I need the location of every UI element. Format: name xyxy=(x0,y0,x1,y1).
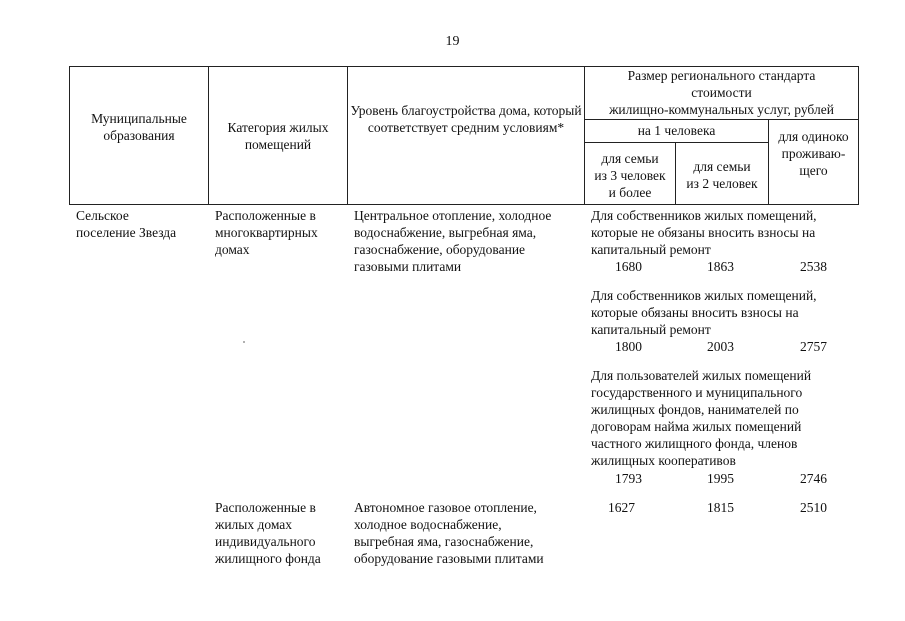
group2-desc-l2: которые обязаны вносить взносы на xyxy=(591,305,799,320)
group3-desc-l1: Для пользователей жилых помещений xyxy=(591,368,812,383)
group1-value-family2: 1863 xyxy=(707,259,734,274)
header-family3-l2: из 3 человек xyxy=(594,168,666,183)
row2-value-single: 2510 xyxy=(800,500,827,515)
header-standard-line3: жилищно-коммунальных услуг, рублей xyxy=(609,102,834,117)
group2-desc-l1: Для собственников жилых помещений, xyxy=(591,288,817,303)
comfort2-l1: Автономное газовое отопление, xyxy=(354,500,537,515)
group1-desc-l2: которые не обязаны вносить взносы на xyxy=(591,225,816,240)
header-comfort-level: Уровень благоустройства дома, который соответствует средним условиям* xyxy=(350,103,582,135)
header-family2-l1: для семьи xyxy=(693,159,751,174)
group3-value-family2: 1995 xyxy=(707,471,734,486)
municipality-name-l1: Сельское xyxy=(76,208,129,223)
row2-value-family2: 1815 xyxy=(707,500,734,515)
comfort-l2: водоснабжение, выгребная яма, xyxy=(354,225,537,240)
group3-value-family3: 1793 xyxy=(615,471,642,486)
category2-l3: индивидуального xyxy=(215,534,316,549)
group1-desc-l3: капитальный ремонт xyxy=(591,242,711,257)
header-per-person: на 1 человека xyxy=(637,123,716,138)
header-standard-line1: Размер регионального стандарта xyxy=(627,68,816,83)
group2-desc-l3: капитальный ремонт xyxy=(591,322,711,337)
header-standard-line2: стоимости xyxy=(691,85,752,100)
category2-l2: жилых домах xyxy=(215,517,293,532)
header-family2-l2: из 2 человек xyxy=(686,176,758,191)
group1-desc-l1: Для собственников жилых помещений, xyxy=(591,208,817,223)
category-l3: домах xyxy=(215,242,250,257)
header-single-l2: проживаю- xyxy=(781,146,846,161)
category2-l1: Расположенные в xyxy=(215,500,316,515)
comfort-l4: газовыми плитами xyxy=(354,259,462,274)
header-category: Категория жилых помещений xyxy=(227,120,329,152)
group1-value-family3: 1680 xyxy=(615,259,642,274)
comfort2-l2: холодное водоснабжение, xyxy=(354,517,502,532)
comfort2-l4: оборудование газовыми плитами xyxy=(354,551,544,566)
comfort-l3: газоснабжение, оборудование xyxy=(354,242,526,257)
group2-value-family3: 1800 xyxy=(615,339,642,354)
comfort-l1: Центральное отопление, холодное xyxy=(354,208,552,223)
group1-value-single: 2538 xyxy=(800,259,827,274)
group3-desc-l3: жилищных фондов, нанимателей по xyxy=(591,402,799,417)
header-family3-l1: для семьи xyxy=(601,151,659,166)
group3-desc-l5: частного жилищного фонда, членов xyxy=(591,436,798,451)
municipality-name-l2: поселение Звезда xyxy=(76,225,177,240)
comfort2-l3: выгребная яма, газоснабжение, xyxy=(354,534,534,549)
category-l2: многоквартирных xyxy=(215,225,318,240)
group3-desc-l6: жилищных кооперативов xyxy=(591,453,736,468)
page-number: 19 xyxy=(445,34,460,49)
header-single-l3: щего xyxy=(799,163,828,178)
header-family3-l3: и более xyxy=(608,185,652,200)
group3-value-single: 2746 xyxy=(800,471,827,486)
category2-l4: жилищного фонда xyxy=(215,551,321,566)
group3-desc-l2: государственного и муниципального xyxy=(591,385,803,400)
row2-value-family3: 1627 xyxy=(608,500,635,515)
category-l1: Расположенные в xyxy=(215,208,316,223)
group3-desc-l4: договорам найма жилых помещений xyxy=(591,419,802,434)
header-municipality: Муниципальные образования xyxy=(91,111,187,143)
scan-speck xyxy=(243,341,245,343)
header-single-l1: для одиноко xyxy=(778,129,849,144)
group2-value-single: 2757 xyxy=(800,339,827,354)
group2-value-family2: 2003 xyxy=(707,339,734,354)
